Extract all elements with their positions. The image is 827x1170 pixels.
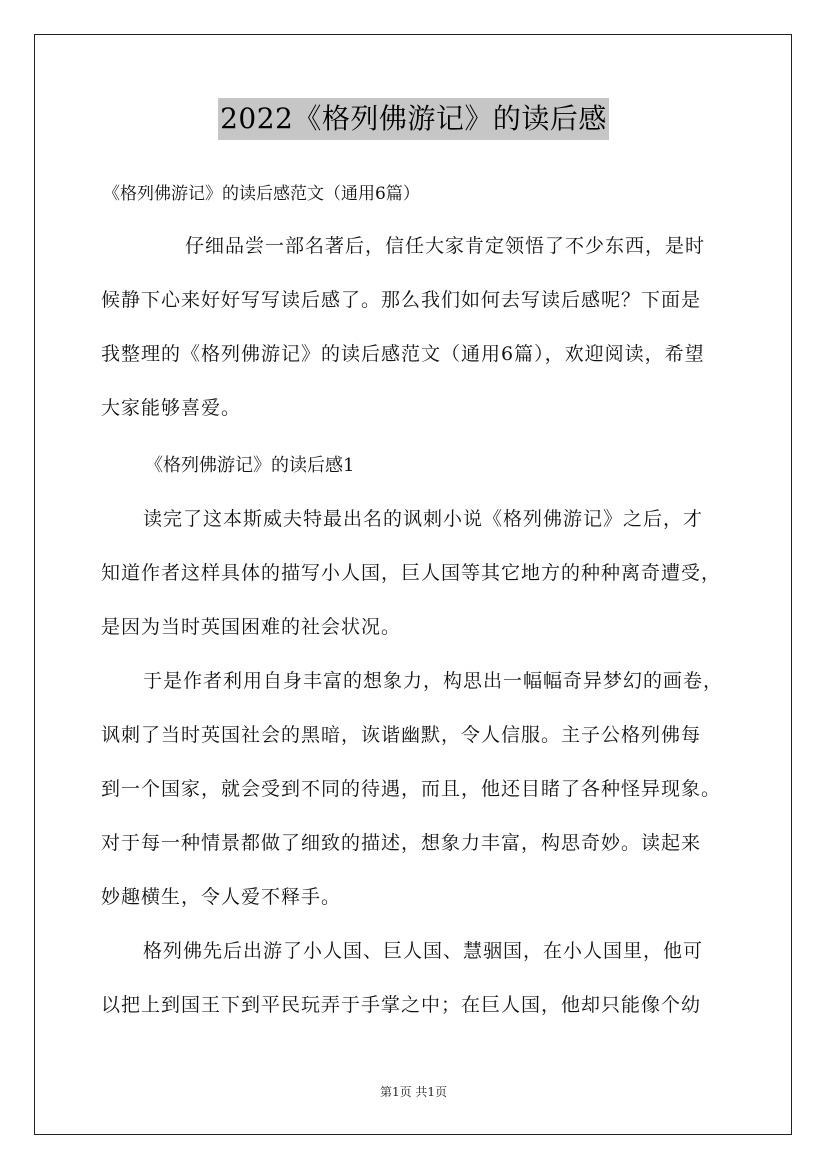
text-line: 对于每一种情景都做了细致的描述，想象力丰富，构思奇妙。读起来	[101, 832, 702, 854]
paragraph-3	[101, 924, 741, 1032]
text-line: 我整理的《格列佛游记》的读后感范文（通用6篇），欢迎阅读，希望	[101, 343, 705, 365]
text-line: 大家能够喜爱。	[101, 397, 242, 419]
text-line: 候静下心来好好写写读后感了。那么我们如何去写读后感呢？下面是	[101, 289, 702, 311]
text-line: 格列佛先后出游了小人国、巨人国、慧骃国，在小人国里，他可	[143, 940, 704, 962]
text-line: 到一个国家，就会受到不同的待遇，而且，他还目睹了各种怪异现象。	[101, 778, 722, 800]
text-line: 知道作者这样具体的描写小人国，巨人国等其它地方的种种离奇遭受，	[101, 562, 722, 584]
text-line: 是因为当时英国困难的社会状况。	[101, 616, 402, 638]
text-line: 读完了这本斯威夫特最出名的讽刺小说《格列佛游记》之后，才	[143, 508, 704, 530]
intro-paragraph	[101, 219, 741, 435]
text-line: 讽刺了当时英国社会的黑暗，诙谐幽默，令人信服。主子公格列佛每	[101, 724, 702, 746]
page-footer: 第1页 共1页	[379, 1085, 448, 1099]
section-heading: 《格列佛游记》的读后感1	[145, 455, 355, 476]
paragraph-2	[101, 654, 741, 924]
paragraph-1	[101, 492, 741, 654]
text-line: 仔细品尝一部名著后，信任大家肯定领悟了不少东西，是时	[185, 235, 706, 257]
page-title: 2022《格列佛游记》的读后感	[218, 98, 609, 140]
text-line: 妙趣横生，令人爱不释手。	[101, 886, 342, 908]
page-title-wrap	[0, 98, 827, 140]
text-line: 以把上到国王下到平民玩弄于手掌之中；在巨人国，他却只能像个幼	[101, 994, 702, 1016]
text-line: 于是作者利用自身丰富的想象力，构思出一幅幅奇异梦幻的画卷，	[143, 670, 724, 692]
document-subtitle: 《格列佛游记》的读后感范文（通用6篇）	[103, 184, 420, 204]
